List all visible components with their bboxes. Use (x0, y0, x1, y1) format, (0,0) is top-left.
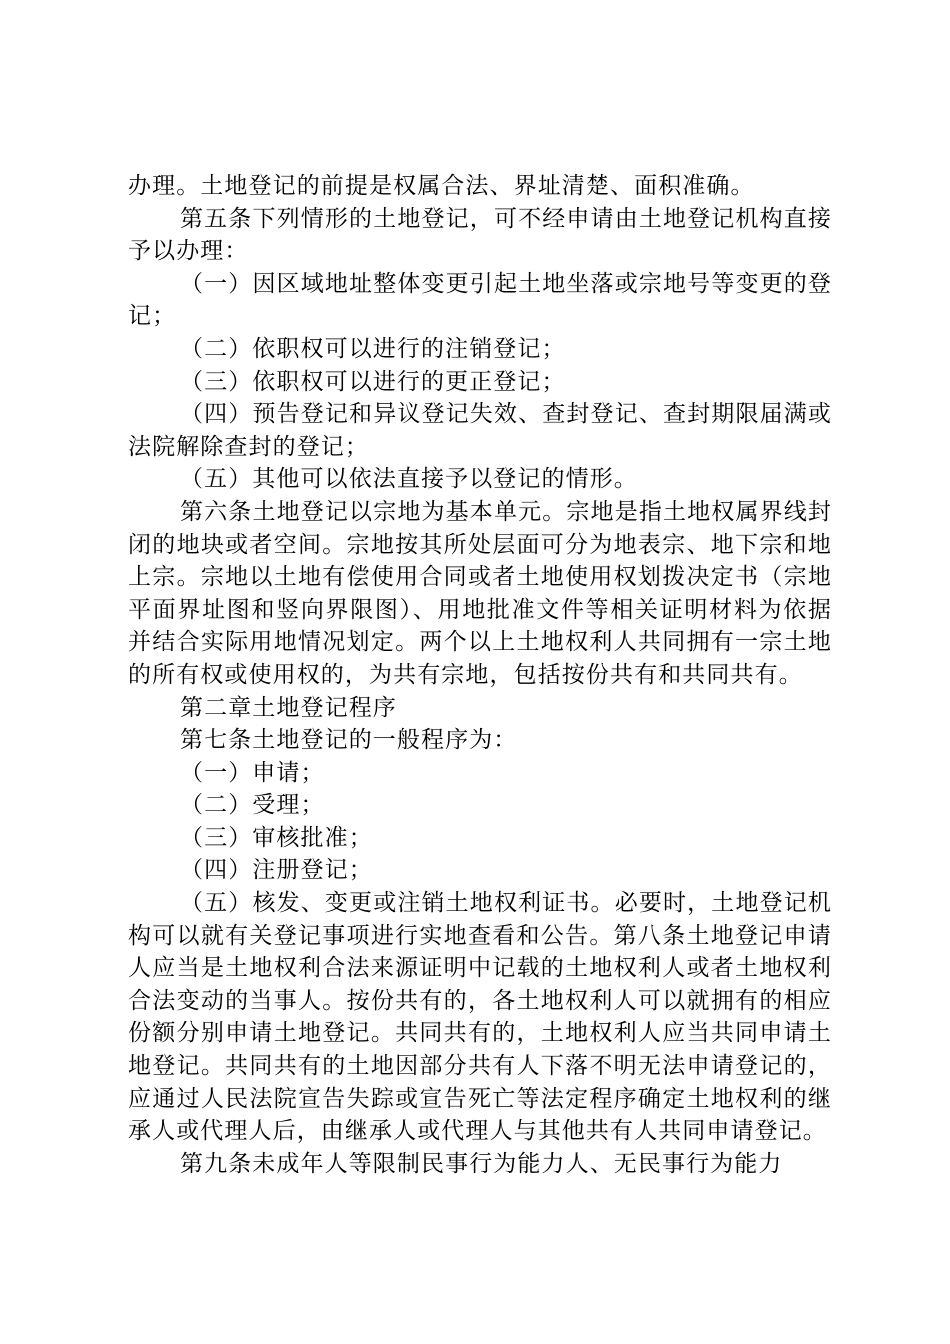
article-5-item-4: （四）预告登记和异议登记失效、查封登记、查封期限届满或法院解除查封的登记； (128, 401, 832, 460)
document-body (128, 170, 832, 1180)
article-7-item-5: （五）核发、变更或注销土地权利证书。必要时，土地登记机构可以就有关登记事项进行实地查看和公告。第八条土地登记申请人应当是土地权利合法来源证明中记载的土地权利人或者土地权利合法变动的当事人。按份共有的，各土地权利人可以就拥有的相应份额分别申请土地登记。共同共有的，土地权利人应当共同申请土地登记。共同共有的土地因部分共有人下落不明无法申请登记的，应通过人民法院宣告失踪或宣告死亡等法定程序确定土地权利的继承人或代理人后，由继承人或代理人与其他共有人共同申请登记。 (128, 890, 832, 1145)
article-5-item-5: （五）其他可以依法直接予以登记的情形。 (180, 466, 638, 493)
article-7-item-2: （二）受理； (180, 792, 325, 819)
article-5-item-3: （三）依职权可以进行的更正登记； (180, 368, 566, 395)
article-7: 第七条土地登记的一般程序为： (180, 727, 518, 754)
article-6: 第六条土地登记以宗地为基本单元。宗地是指土地权属界线封闭的地块或者空间。宗地按其所处层面可分为地表宗、地下宗和地上宗。宗地以土地有偿使用合同或者土地使用权划拨决定书（宗地平面界址图和竖向界限图）、用地批准文件等相关证明材料为依据并结合实际用地情况划定。两个以上土地权利人共同拥有一宗土地的所有权或使用权的，为共有宗地，包括按份共有和共同共有。 (128, 498, 832, 688)
article-7-item-3: （三）审核批准； (180, 824, 373, 851)
article-9: 第九条未成年人等限制民事行为能力人、无民事行为能力 (180, 1150, 783, 1177)
article-5-item-2: （二）依职权可以进行的注销登记； (180, 335, 566, 362)
article-5: 第五条下列情形的土地登记，可不经申请由土地登记机构直接予以办理： (128, 205, 832, 265)
article-7-item-1: （一）申请； (180, 759, 325, 786)
article-5-item-1: （一）因区域地址整体变更引起土地坐落或宗地号等变更的登记； (128, 270, 832, 330)
chapter-2-heading: 第二章土地登记程序 (180, 694, 397, 721)
article-7-item-4: （四）注册登记； (180, 857, 373, 884)
paragraph-continuation: 办理。土地登记的前提是权属合法、界址清楚、面积准确。 (128, 173, 755, 199)
